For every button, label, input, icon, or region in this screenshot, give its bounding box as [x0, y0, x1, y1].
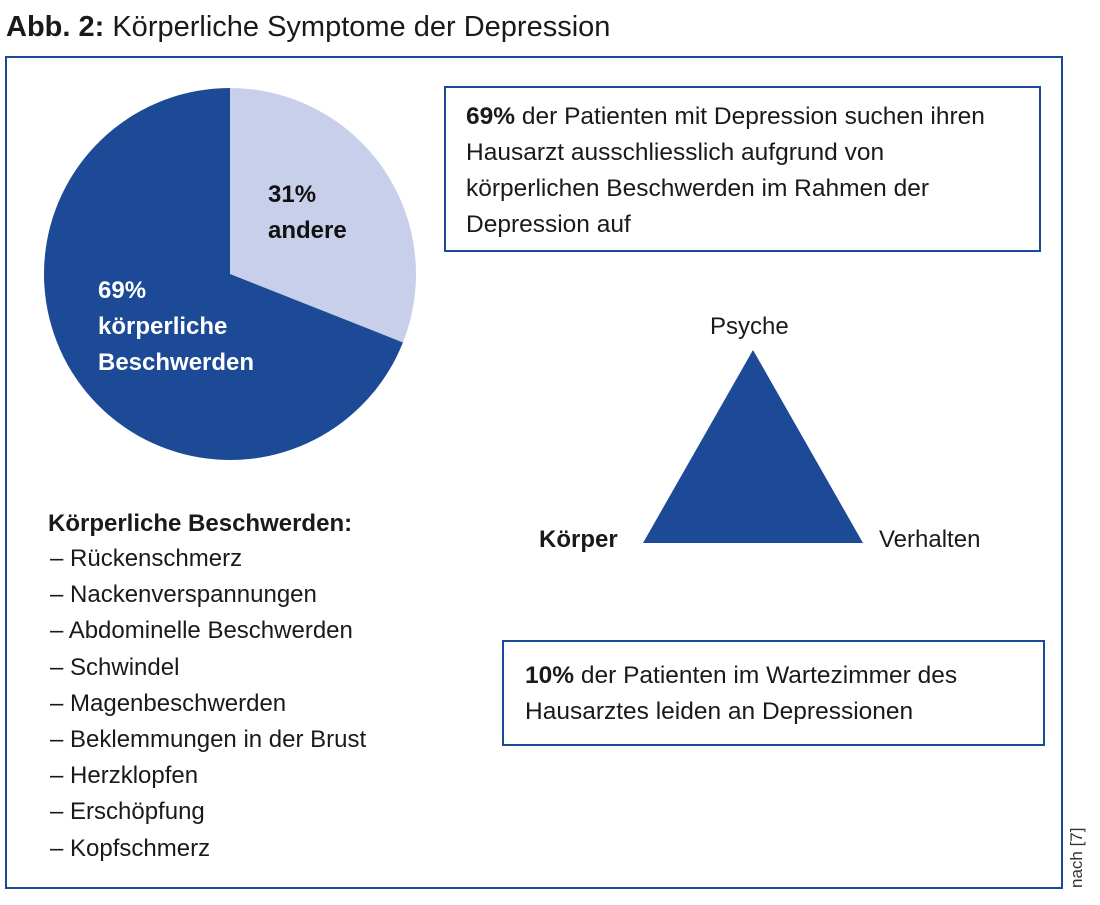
symptom-item: – Abdominelle Beschwerden [50, 617, 353, 645]
figure-title [6, 8, 610, 46]
pie-label-koerperliche-line2: Beschwerden [98, 349, 255, 376]
triangle-label-psyche: Psyche [710, 313, 789, 340]
symptom-item: – Magenbeschwerden [50, 689, 287, 717]
pie-label-andere [268, 177, 347, 249]
pie-label-koerperliche-line1: körperliche [98, 313, 228, 340]
info-box-69-text: der Patienten mit Depression suchen ihren Hausarzt ausschliesslich aufgrund von körperlichen Beschwerden im Rahmen der Depression auf [466, 103, 985, 238]
psyche-koerper-verhalten-triangle [640, 350, 866, 546]
symptom-item: – Rückenschmerz [50, 545, 243, 572]
info-box-10-percent [502, 640, 1045, 746]
info-box-10-bold: 10% [525, 662, 575, 689]
symptom-item: – Schwindel [50, 653, 180, 681]
symptom-item: – Beklemmungen in der Brust [50, 726, 367, 754]
symptoms-heading: Körperliche Beschwerden: [48, 510, 353, 537]
info-box-69-bold: 69% [466, 103, 516, 130]
symptom-item: – Erschöpfung [50, 798, 205, 826]
pie-label-andere-text: andere [268, 217, 347, 244]
figure-title-text: Körperliche Symptome der Depression [112, 11, 611, 43]
info-box-10-text: der Patienten im Wartezimmer des Hausarztes leiden an Depressionen [525, 662, 958, 725]
pie-label-koerperliche-percent: 69% [98, 277, 147, 304]
pie-label-andere-percent: 31% [268, 181, 317, 208]
triangle-shape [643, 350, 863, 543]
source-note: nach [7] [1067, 827, 1086, 888]
symptom-item: – Kopfschmerz [50, 834, 211, 862]
info-box-69-percent [444, 86, 1041, 252]
pie-label-koerperliche [98, 273, 254, 381]
triangle-label-verhalten: Verhalten [879, 526, 981, 553]
triangle-label-koerper: Körper [539, 526, 618, 553]
symptom-item: – Nackenverspannungen [50, 581, 317, 609]
symptom-item: – Herzklopfen [50, 762, 199, 790]
figure-label: Abb. 2: [6, 11, 105, 43]
symptoms-list [50, 541, 366, 867]
